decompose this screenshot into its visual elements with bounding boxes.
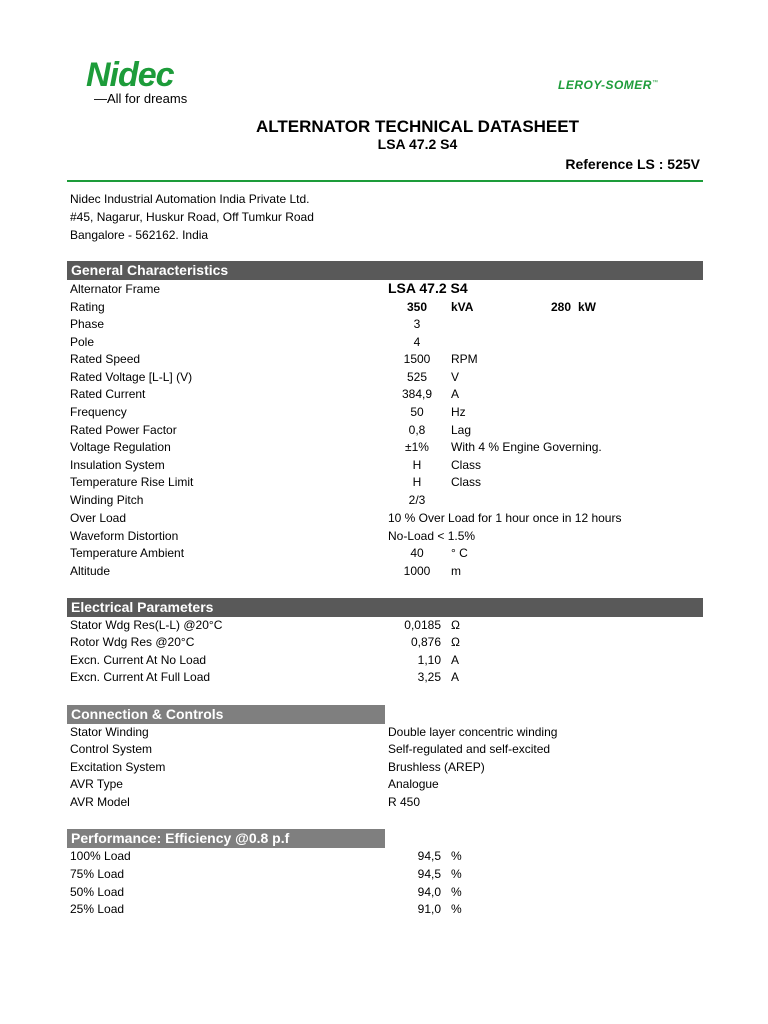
table-row xyxy=(70,725,703,742)
row-label: Rating xyxy=(70,300,105,314)
row-label: Insulation System xyxy=(70,458,165,472)
table-row xyxy=(70,777,703,794)
row-unit: Class xyxy=(451,458,482,472)
row-unit: V xyxy=(451,370,460,384)
table-row xyxy=(70,511,703,528)
row-label: Phase xyxy=(70,317,105,331)
row-value: 94,0 xyxy=(417,885,441,899)
row-value: 0,876 xyxy=(410,635,441,649)
address-line: #45, Nagarur, Huskur Road, Off Tumkur Road xyxy=(70,210,314,224)
nidec-tagline: —All for dreams xyxy=(94,91,188,106)
row-value: Self-regulated and self-excited xyxy=(388,742,551,756)
row-label: AVR Type xyxy=(70,777,123,791)
row-value: 40 xyxy=(410,546,424,560)
row-label: 100% Load xyxy=(70,849,131,863)
row-label: Excn. Current At Full Load xyxy=(70,670,211,684)
row-label: Rated Power Factor xyxy=(70,423,177,437)
table-row xyxy=(70,618,703,635)
table-row xyxy=(70,440,703,457)
leroy-somer-logo: LEROY-SOMER™ xyxy=(558,78,659,92)
table-row xyxy=(70,902,703,919)
row-label: Voltage Regulation xyxy=(70,440,171,454)
table-row xyxy=(70,795,703,812)
row-unit: Ω xyxy=(451,618,460,632)
row-label: Stator Winding xyxy=(70,725,149,739)
table-row xyxy=(70,653,703,670)
row-unit: Hz xyxy=(451,405,466,419)
nidec-wordmark: Nidec xyxy=(86,56,174,94)
row-value: 2/3 xyxy=(408,493,426,507)
row-label: Stator Wdg Res(L-L) @20°C xyxy=(70,618,223,632)
address-line: Nidec Industrial Automation India Private Ltd. xyxy=(70,192,310,206)
row-value: 1000 xyxy=(403,564,431,578)
table-row xyxy=(70,423,703,440)
table-row xyxy=(70,405,703,422)
table-row xyxy=(70,370,703,387)
rating-kva-unit: kVA xyxy=(451,300,474,314)
row-unit: A xyxy=(451,653,460,667)
row-unit: Ω xyxy=(451,635,460,649)
row-value: 3,25 xyxy=(417,670,441,684)
row-label: Winding Pitch xyxy=(70,493,144,507)
document-title: ALTERNATOR TECHNICAL DATASHEET xyxy=(256,117,579,136)
row-value: 91,0 xyxy=(417,902,441,916)
row-value: 4 xyxy=(413,335,421,349)
row-unit: A xyxy=(451,387,460,401)
row-label: Altitude xyxy=(70,564,111,578)
address-line: Bangalore - 562162. India xyxy=(70,228,209,242)
row-label: Excitation System xyxy=(70,760,166,774)
table-row xyxy=(70,300,703,317)
row-value: LSA 47.2 S4 xyxy=(388,280,468,296)
rating-kw-unit: kW xyxy=(578,300,596,314)
table-row xyxy=(70,282,703,299)
row-value: ±1% xyxy=(405,440,429,454)
row-value: 10 % Over Load for 1 hour once in 12 hours xyxy=(388,511,622,525)
table-row xyxy=(70,335,703,352)
row-value: H xyxy=(412,475,422,489)
table-row xyxy=(70,387,703,404)
table-row xyxy=(70,493,703,510)
table-row xyxy=(70,867,703,884)
section-general-heading: General Characteristics xyxy=(67,261,703,280)
row-value: 1,10 xyxy=(417,653,441,667)
row-unit: % xyxy=(451,849,462,863)
row-label: Frequency xyxy=(70,405,127,419)
row-unit: % xyxy=(451,885,462,899)
row-value: 50 xyxy=(410,405,424,419)
model-subtitle: LSA 47.2 S4 xyxy=(377,136,458,152)
row-value: 525 xyxy=(406,370,428,384)
row-value: 384,9 xyxy=(401,387,433,401)
table-row xyxy=(70,317,703,334)
table-row xyxy=(70,635,703,652)
row-unit: % xyxy=(451,867,462,881)
row-label: AVR Model xyxy=(70,795,130,809)
nidec-logo xyxy=(86,58,226,108)
row-label: Rated Current xyxy=(70,387,146,401)
reference: Reference LS : 525V xyxy=(565,156,700,172)
row-label: 50% Load xyxy=(70,885,125,899)
row-value: 94,5 xyxy=(417,867,441,881)
row-unit: Lag xyxy=(451,423,472,437)
section-connection-heading: Connection & Controls xyxy=(67,705,385,724)
row-unit: A xyxy=(451,670,460,684)
row-label: Excn. Current At No Load xyxy=(70,653,207,667)
rating-kw-value: 280 xyxy=(551,300,572,314)
row-label: Rated Voltage [L-L] (V) xyxy=(70,370,193,384)
table-row xyxy=(70,352,703,369)
row-value: R 450 xyxy=(388,795,421,809)
row-value: No-Load < 1.5% xyxy=(388,529,476,543)
row-label: Alternator Frame xyxy=(70,282,161,296)
row-label: Waveform Distortion xyxy=(70,529,179,543)
table-row xyxy=(70,670,703,687)
table-row xyxy=(70,742,703,759)
row-unit: m xyxy=(451,564,461,578)
row-unit: With 4 % Engine Governing. xyxy=(451,440,602,454)
row-value: 3 xyxy=(413,317,421,331)
row-value: Analogue xyxy=(388,777,439,791)
table-row xyxy=(70,760,703,777)
row-value: 0,8 xyxy=(408,423,426,437)
row-unit: RPM xyxy=(451,352,478,366)
row-label: Pole xyxy=(70,335,95,349)
row-value: 1500 xyxy=(403,352,431,366)
table-row xyxy=(70,458,703,475)
table-row xyxy=(70,529,703,546)
row-value: 94,5 xyxy=(417,849,441,863)
section-electrical-heading: Electrical Parameters xyxy=(67,598,703,617)
table-row xyxy=(70,849,703,866)
row-label: Control System xyxy=(70,742,153,756)
rating-kva-value: 350 xyxy=(406,300,428,314)
row-label: Over Load xyxy=(70,511,127,525)
table-row xyxy=(70,546,703,563)
row-label: Temperature Rise Limit xyxy=(70,475,194,489)
table-row xyxy=(70,564,703,581)
row-unit: ° C xyxy=(451,546,468,560)
row-value: Double layer concentric winding xyxy=(388,725,558,739)
row-value: Brushless (AREP) xyxy=(388,760,485,774)
table-row xyxy=(70,885,703,902)
row-label: 25% Load xyxy=(70,902,125,916)
section-performance-heading: Performance: Efficiency @0.8 p.f xyxy=(67,829,385,848)
row-value: 0,0185 xyxy=(404,618,441,632)
row-label: Rated Speed xyxy=(70,352,141,366)
row-value: H xyxy=(412,458,422,472)
row-unit: % xyxy=(451,902,462,916)
row-label: 75% Load xyxy=(70,867,125,881)
row-label: Rotor Wdg Res @20°C xyxy=(70,635,195,649)
table-row xyxy=(70,475,703,492)
header-divider xyxy=(67,180,703,182)
row-unit: Class xyxy=(451,475,482,489)
row-label: Temperature Ambient xyxy=(70,546,185,560)
